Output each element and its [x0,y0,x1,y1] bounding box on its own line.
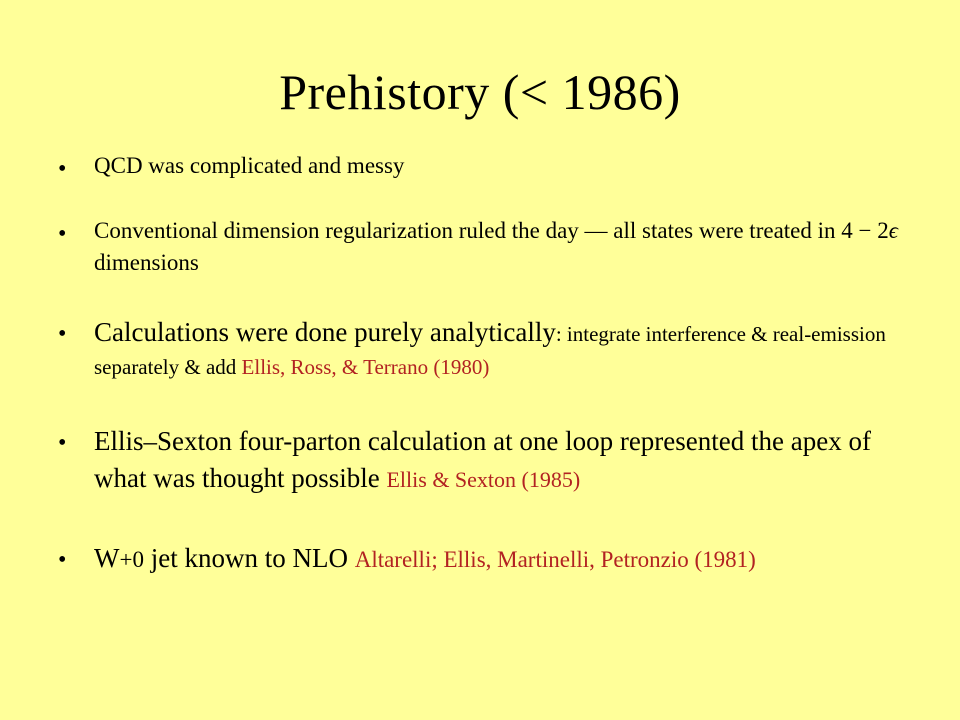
bullet-item-regularization [58,215,918,279]
bullet-item-w-jet [58,541,918,580]
plus-zero: +0 [119,547,144,572]
bullet-text: Conventional dimension regularization ruled the day — all states were treated in [94,218,842,243]
bullet-subtext: : integrate interference & real-emission separately & add [94,322,886,379]
bullet-text: QCD was complicated and messy [94,153,405,178]
bullet-dot: • [58,430,67,456]
bullet-dot: • [58,547,67,573]
bullet-text: Ellis–Sexton four-parton calculation at one loop represented the apex of what was thought possible [94,426,871,493]
math-epsilon: ϵ [888,218,899,243]
bullet-item-ellis-sexton [58,425,918,499]
bullet-dot: • [58,321,67,347]
slide-title: Prehistory (< 1986) [279,64,681,120]
bullet-list [58,148,918,580]
citation: Altarelli; Ellis, Martinelli, Petronzio (1981) [354,547,756,572]
bullet-text-end: dimensions [94,250,199,275]
bullet-text: jet known to NLO [143,543,355,573]
math-expression: 4 − 2 [841,218,889,243]
citation: Ellis & Sexton (1985) [386,467,581,492]
bullet-item-calculations [58,317,918,385]
bullet-item-qcd [58,148,918,184]
bullet-dot: • [58,221,67,247]
bullet-dot: • [58,156,67,182]
bullet-text: Calculations were done purely analytically [94,317,556,347]
citation: Ellis, Ross, & Terrano (1980) [241,355,490,379]
w-symbol: W [94,543,120,573]
